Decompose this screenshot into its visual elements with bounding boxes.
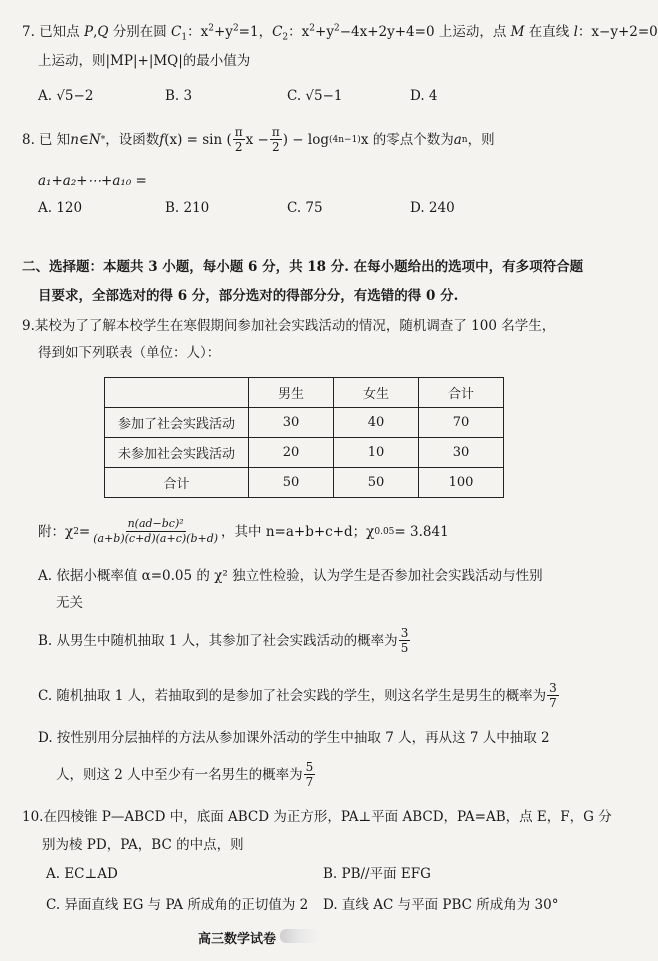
q10-option-b: B. PB//平面 EFG — [323, 866, 431, 882]
table-cell: 70 — [419, 408, 504, 438]
contingency-table — [104, 377, 504, 498]
table-cell: 30 — [249, 408, 334, 438]
table-cell: 50 — [334, 468, 419, 498]
q10-line1: 10.在四棱锥 P—ABCD 中，底面 ABCD 为正方形，PA⊥平面 ABCD，PA=AB，点 E，F，G 分 — [22, 809, 612, 825]
table-header-row — [105, 378, 504, 408]
table-cell: 20 — [249, 438, 334, 468]
q7-line2: 上运动，则|MP|+|MQ|的最小值为 — [38, 53, 251, 69]
q8-frac-pi-over-2-b: $\frac{\pi}{2}$ — [271, 125, 280, 154]
table-cell: 40 — [334, 408, 419, 438]
q8-frac-pi-over-2-a: $\frac{\pi}{2}$ — [234, 125, 243, 154]
section2-line1: 二、选择题：本题共 3 小题，每小题 6 分，共 18 分. 在每小题给出的选项中，有多项符合题 — [22, 259, 584, 275]
q8-option-b: B. 210 — [165, 200, 210, 216]
q8-line2: a₁+a₂+⋯+a₁₀ = — [38, 173, 147, 189]
table-cell: 100 — [419, 468, 504, 498]
q7-line1: 7. 已知点 P,Q 分别在圆 $C_1$：$x^2+y^2=1$，$C_2$：$x^2+y^2-4x+2y+4=0$ 上运动，点 M 在直线 l：x−y+2=0 — [22, 23, 658, 43]
table-cell: 合计 — [419, 378, 504, 408]
q9-option-d-line2: 人，则这 2 人中至少有一名男生的概率为 $\frac{5}{7}$ — [56, 760, 314, 789]
q10-option-d: D. 直线 AC 与平面 PBC 所成角为 30° — [323, 897, 559, 913]
q10-line2: 别为棱 PD，PA，BC 的中点，则 — [42, 837, 244, 853]
q9-line1: 9.某校为了了解本校学生在寒假期间参加社会实践活动的情况，随机调查了 100 名学生， — [22, 318, 556, 334]
q9-option-a-line1: A. 依据小概率值 α=0.05 的 χ² 独立性检验，认为学生是否参加社会实践活动与性别 — [38, 568, 543, 584]
q9-line2: 得到如下列联表（单位：人）： — [38, 345, 221, 361]
q10-option-a: A. EC⊥AD — [46, 866, 118, 882]
table-row — [105, 438, 504, 468]
table-cell: 30 — [419, 438, 504, 468]
q8-option-c: C. 75 — [287, 200, 323, 216]
table-cell: 女生 — [334, 378, 419, 408]
table-row — [105, 408, 504, 438]
chi-square-fraction: $\frac{\text{n(ad−bc)²}}{(a+b)(c+d)(a+c)(b+d)}$ — [93, 517, 219, 545]
q8-option-a: A. 120 — [38, 200, 83, 216]
table-cell: 参加了社会实践活动 — [105, 408, 249, 438]
table-cell: 未参加社会实践活动 — [105, 438, 249, 468]
q8-option-d: D. 240 — [410, 200, 455, 216]
q7-option-d: D. 4 — [410, 88, 438, 104]
table-row — [105, 468, 504, 498]
q7-option-c: C. √5−1 — [287, 88, 343, 104]
section2-line2: 目要求，全部选对的得 6 分，部分选对的得部分分，有选错的得 0 分. — [38, 288, 459, 304]
table-cell — [105, 378, 249, 408]
table-cell: 男生 — [249, 378, 334, 408]
q9-option-a-line2: 无关 — [56, 595, 83, 611]
q7-option-b: B. 3 — [165, 88, 193, 104]
q10-option-c: C. 异面直线 EG 与 PA 所成角的正切值为 2 — [46, 897, 309, 913]
table-cell: 10 — [334, 438, 419, 468]
q9-option-b: B. 从男生中随机抽取 1 人，其参加了社会实践活动的概率为 $\frac{3}{5}$ — [38, 626, 409, 655]
footer-blur-mark — [280, 929, 320, 943]
page-footer: 高三数学试卷 — [198, 932, 277, 947]
q9-option-c: C. 随机抽取 1 人，若抽取到的是参加了社会实践的学生，则这名学生是男生的概率为 $\frac{3}{7}$ — [38, 681, 557, 710]
table-cell: 50 — [249, 468, 334, 498]
q9-formula: 附：χ 2 = $\frac{\text{n(ad−bc)²}}{(a+b)(c+d)(a+c)(b+d)}$ ，其中 n=a+b+c+d；χ 0.05 = 3.841 — [38, 517, 449, 545]
q9-option-d-line1: D. 按性别用分层抽样的方法从参加课外活动的学生中抽取 7 人，再从这 7 人中抽取 2 — [38, 730, 550, 746]
q8-line1: 8. 已 知 n ∈ N * ，设函数 f (x) = sin ( $\frac{\pi}{2}$ x − $\frac{\pi}{2}$ ) − log (4n−1) x 的零点个数为 a n ，则 — [22, 125, 495, 154]
q7-option-a: A. √5−2 — [38, 88, 94, 104]
table-cell: 合计 — [105, 468, 249, 498]
